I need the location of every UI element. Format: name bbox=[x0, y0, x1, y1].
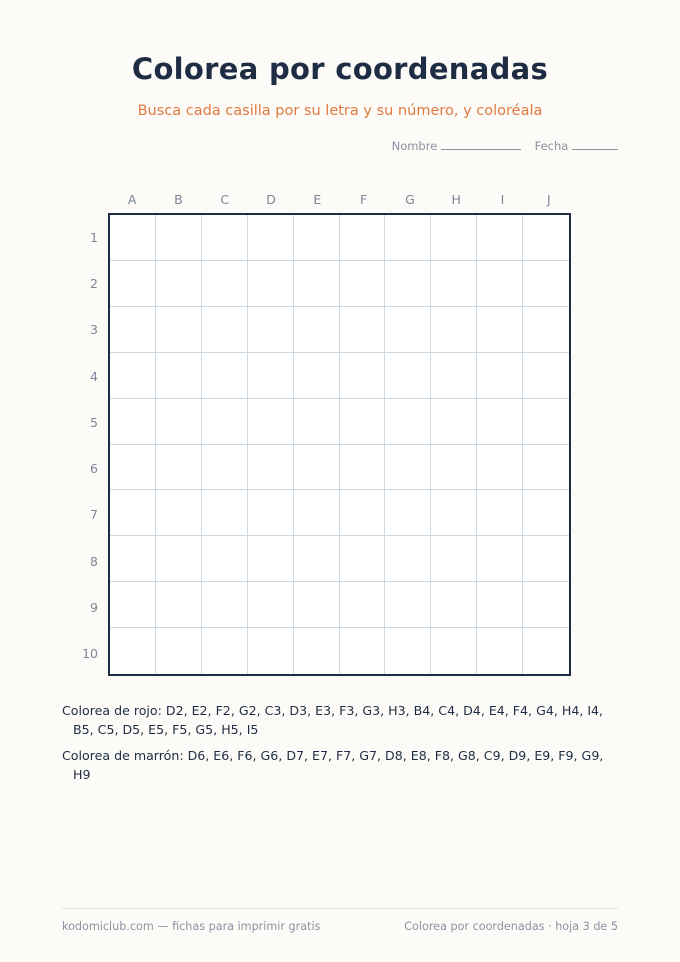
instruction-brown: Colorea de marrón: D6, E6, F6, G6, D7, E7, F7, G7, D8, E8, F8, G8, C9, D9, E9, F9, G9, H9 bbox=[62, 748, 604, 782]
grid-cell bbox=[294, 215, 340, 261]
column-label: J bbox=[546, 192, 551, 207]
grid-cell bbox=[431, 215, 477, 261]
grid-cell bbox=[248, 445, 294, 491]
grid-cell bbox=[431, 582, 477, 628]
column-labels bbox=[109, 192, 572, 208]
grid-cell bbox=[110, 261, 156, 307]
grid-cell bbox=[523, 582, 569, 628]
column-label: I bbox=[500, 192, 505, 207]
instruction-red: Colorea de rojo: D2, E2, F2, G2, C3, D3, E3, F3, G3, H3, B4, C4, D4, E4, F4, G4, H4, I4, B5, C5, D5, E5, F5, G5, H5, I5 bbox=[62, 703, 604, 737]
grid-cell bbox=[385, 490, 431, 536]
column-label: H bbox=[451, 192, 461, 207]
grid-cell bbox=[385, 353, 431, 399]
grid-cell bbox=[110, 215, 156, 261]
grid-cell bbox=[110, 353, 156, 399]
instructions bbox=[62, 701, 622, 791]
grid-cell bbox=[202, 628, 248, 674]
coordinate-grid bbox=[108, 213, 571, 676]
grid-cell bbox=[523, 490, 569, 536]
row-label: 4 bbox=[90, 368, 98, 384]
row-label: 8 bbox=[90, 553, 98, 569]
grid-cell bbox=[477, 353, 523, 399]
footer-divider bbox=[62, 908, 618, 909]
grid-cell bbox=[340, 307, 386, 353]
grid-cell bbox=[431, 445, 477, 491]
grid-cell bbox=[523, 353, 569, 399]
grid-cell bbox=[294, 490, 340, 536]
grid-cell bbox=[385, 261, 431, 307]
grid-cell bbox=[385, 628, 431, 674]
grid-cell bbox=[523, 307, 569, 353]
grid-cell bbox=[523, 215, 569, 261]
grid-cell bbox=[202, 399, 248, 445]
grid-cell bbox=[156, 307, 202, 353]
grid-cell bbox=[294, 582, 340, 628]
grid-cell bbox=[248, 307, 294, 353]
grid-cell bbox=[202, 307, 248, 353]
grid-cell bbox=[340, 536, 386, 582]
grid-cell bbox=[477, 307, 523, 353]
grid-cell bbox=[202, 261, 248, 307]
grid-cell bbox=[294, 353, 340, 399]
row-label: 10 bbox=[82, 646, 98, 662]
page-subtitle: Busca cada casilla por su letra y su número, y coloréala bbox=[137, 103, 543, 119]
grid-cell bbox=[202, 445, 248, 491]
grid-cell bbox=[156, 445, 202, 491]
grid-cell bbox=[385, 536, 431, 582]
grid-cell bbox=[294, 261, 340, 307]
grid-cell bbox=[340, 353, 386, 399]
column-label: C bbox=[220, 192, 230, 207]
grid-cell bbox=[248, 628, 294, 674]
grid-cell bbox=[202, 215, 248, 261]
grid-cell bbox=[156, 536, 202, 582]
grid-cell bbox=[477, 261, 523, 307]
column-label: B bbox=[174, 192, 183, 207]
column-label: D bbox=[266, 192, 276, 207]
grid-cell bbox=[340, 628, 386, 674]
row-label: 2 bbox=[90, 275, 98, 291]
grid-cell bbox=[110, 399, 156, 445]
grid-cell bbox=[523, 445, 569, 491]
grid-cell bbox=[385, 215, 431, 261]
grid-cell bbox=[156, 490, 202, 536]
grid-cell bbox=[110, 536, 156, 582]
grid-cell bbox=[523, 399, 569, 445]
grid-cell bbox=[385, 445, 431, 491]
grid-cell bbox=[340, 445, 386, 491]
grid-cell bbox=[385, 307, 431, 353]
name-label: Nombre bbox=[391, 139, 438, 153]
grid-cell bbox=[431, 490, 477, 536]
grid-cell bbox=[294, 307, 340, 353]
grid-cell bbox=[340, 399, 386, 445]
grid-cell bbox=[110, 628, 156, 674]
grid-cell bbox=[248, 353, 294, 399]
grid-cell bbox=[156, 261, 202, 307]
grid-cell bbox=[431, 399, 477, 445]
grid-cell bbox=[248, 582, 294, 628]
grid-cell bbox=[340, 261, 386, 307]
grid-cell bbox=[202, 490, 248, 536]
row-labels bbox=[70, 214, 98, 677]
grid-cell bbox=[340, 215, 386, 261]
grid-cell bbox=[477, 399, 523, 445]
grid-cell bbox=[477, 536, 523, 582]
grid-cell bbox=[156, 399, 202, 445]
row-label: 9 bbox=[90, 600, 98, 616]
grid-cell bbox=[523, 536, 569, 582]
grid-cell bbox=[523, 628, 569, 674]
grid-cell bbox=[294, 536, 340, 582]
grid-cell bbox=[431, 307, 477, 353]
column-label: F bbox=[360, 192, 368, 207]
grid-cell bbox=[248, 490, 294, 536]
grid-cell bbox=[294, 628, 340, 674]
row-label: 6 bbox=[90, 461, 98, 477]
grid-cell bbox=[248, 399, 294, 445]
grid-cell bbox=[385, 582, 431, 628]
grid-cell bbox=[523, 261, 569, 307]
grid-cell bbox=[431, 353, 477, 399]
page-title: Colorea por coordenadas bbox=[131, 52, 549, 86]
grid-cell bbox=[110, 490, 156, 536]
footer-site: kodomiclub.com — fichas para imprimir gratis bbox=[62, 920, 321, 933]
grid-cell bbox=[202, 582, 248, 628]
grid-cell bbox=[340, 582, 386, 628]
name-date-fields bbox=[392, 139, 618, 153]
date-label: Fecha bbox=[534, 139, 569, 153]
grid-cell bbox=[110, 445, 156, 491]
footer-sheet-info: Colorea por coordenadas · hoja 3 de 5 bbox=[404, 920, 618, 933]
grid-cell bbox=[248, 261, 294, 307]
grid-cell bbox=[477, 215, 523, 261]
column-label: E bbox=[313, 192, 322, 207]
column-label: G bbox=[405, 192, 415, 207]
grid-cell bbox=[294, 445, 340, 491]
date-blank-line bbox=[572, 139, 618, 150]
grid-cell bbox=[477, 582, 523, 628]
grid-cell bbox=[156, 582, 202, 628]
row-label: 7 bbox=[90, 507, 98, 523]
row-label: 5 bbox=[90, 414, 98, 430]
grid-cell bbox=[385, 399, 431, 445]
grid-cell bbox=[477, 628, 523, 674]
grid-cell bbox=[477, 490, 523, 536]
column-label: A bbox=[127, 192, 137, 207]
grid-cell bbox=[477, 445, 523, 491]
grid-cell bbox=[156, 628, 202, 674]
row-label: 3 bbox=[90, 322, 98, 338]
grid-cell bbox=[294, 399, 340, 445]
name-blank-line bbox=[441, 139, 521, 150]
grid-cell bbox=[110, 307, 156, 353]
grid-cell bbox=[431, 261, 477, 307]
row-label: 1 bbox=[90, 229, 98, 245]
grid-cell bbox=[248, 215, 294, 261]
grid-cell bbox=[110, 582, 156, 628]
grid-cell bbox=[340, 490, 386, 536]
grid-cell bbox=[156, 353, 202, 399]
grid-cell bbox=[248, 536, 294, 582]
grid-cell bbox=[156, 215, 202, 261]
grid-cell bbox=[202, 353, 248, 399]
grid-cell bbox=[431, 536, 477, 582]
grid-cell bbox=[431, 628, 477, 674]
grid-cell bbox=[202, 536, 248, 582]
